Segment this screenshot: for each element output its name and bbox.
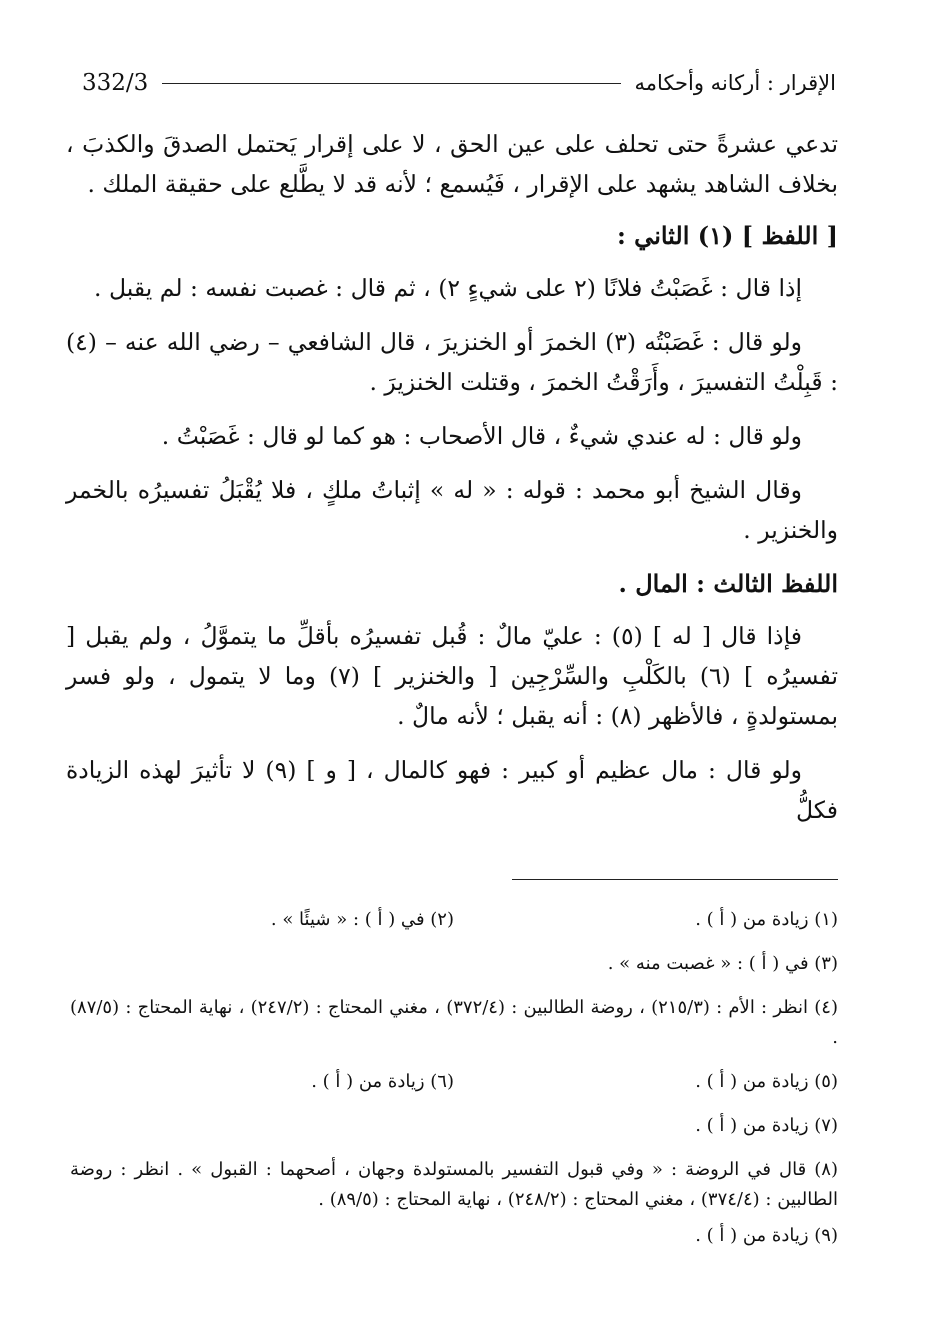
paragraph: ولو قال : مال عظيم أو كبير : فهو كالمال ، [ و ] (٩) لا تأثيرَ لهذه الزيادة فكلُّ	[66, 756, 838, 824]
main-text	[66, 124, 838, 844]
running-title: الإقرار : أركانه وأحكامه	[634, 71, 836, 95]
footnote-1: (١) زيادة من ( أ ) .	[695, 909, 838, 930]
footnote-5: (٥) زيادة من ( أ ) .	[695, 1071, 838, 1092]
header-rule	[162, 83, 620, 84]
section-heading-second-word: [ اللفظ ] (١) الثاني :	[616, 221, 838, 250]
page-number: 332/3	[82, 70, 149, 96]
paragraph-continuation: تدعي عشرةً حتى تحلف على عين الحق ، لا على إقرار يَحتمل الصدقَ والكذبَ ، بخلاف الشاهد يشهد على الإقرار ، فَيُسمع ؛ لأنه قد لا يطَّلع على حقيقة الملك .	[66, 130, 838, 198]
paragraph: ولو قال : غَصَبْتُه (٣) الخمرَ أو الخنزيرَ ، قال الشافعي – رضي الله عنه – (٤) : قَبِلْتُ التفسيرَ ، وأَرَقْتُ الخمرَ ، وقتلت الخنزيرَ .	[66, 328, 838, 396]
footnotes	[70, 905, 838, 1265]
page-header	[70, 66, 840, 100]
footnote-9: (٩) زيادة من ( أ ) .	[695, 1225, 838, 1246]
footnote-3: (٣) في ( أ ) : « غصبت منه » .	[607, 953, 838, 974]
paragraph: فإذا قال [ له ] (٥) : عليّ مالٌ : قُبل تفسيرُه بأقلِّ ما يتموَّلُ ، ولم يقبل [ تفسيرُه ] (٦) بالكَلْبِ والسِّرْجِين [ والخنزير ] (٧) وما لا يتمول ، ولو فسر بمستولدةٍ ، فالأظهر (٨) : أنه يقبل ؛ لأنه مالٌ .	[66, 622, 838, 730]
paragraph: ولو قال : له عندي شيءٌ ، قال الأصحاب : هو كما لو قال : غَصَبْتُ .	[161, 422, 802, 450]
footnote-7: (٧) زيادة من ( أ ) .	[695, 1115, 838, 1136]
footnote-6: (٦) زيادة من ( أ ) .	[311, 1071, 454, 1092]
footnote-4: (٤) انظر : الأم : (٢١٥/٣) ، روضة الطالبين : (٣٧٢/٤) ، مغني المحتاج : (٢٤٧/٢) ، نهاية المحتاج : (٨٧/٥) .	[70, 997, 838, 1048]
paragraph: إذا قال : غَصَبْتُ فلانًا (٢ على شيءٍ ٢) ، ثم قال : غصبت نفسه : لم يقبل .	[94, 274, 802, 302]
footnote-8: (٨) قال في الروضة : « وفي قبول التفسير بالمستولدة وجهان ، أصحهما : القبول » . انظر : روضة الطالبين : (٣٧٤/٤) ، مغني المحتاج : (٢٤٨/٢) ، نهاية المحتاج : (٨٩/٥) .	[70, 1159, 838, 1210]
paragraph: وقال الشيخ أبو محمد : قوله : « له » إثباتُ ملكٍ ، فلا يُقْبَلُ تفسيرُه بالخمر والخنزير .	[66, 476, 838, 544]
section-heading-third-word: اللفظ الثالث : المال .	[618, 569, 838, 598]
footnote-row	[70, 1067, 838, 1097]
footnote-row	[70, 905, 838, 935]
footnote-2: (٢) في ( أ ) : « شيئًا » .	[270, 909, 454, 930]
footnote-separator	[512, 879, 838, 880]
